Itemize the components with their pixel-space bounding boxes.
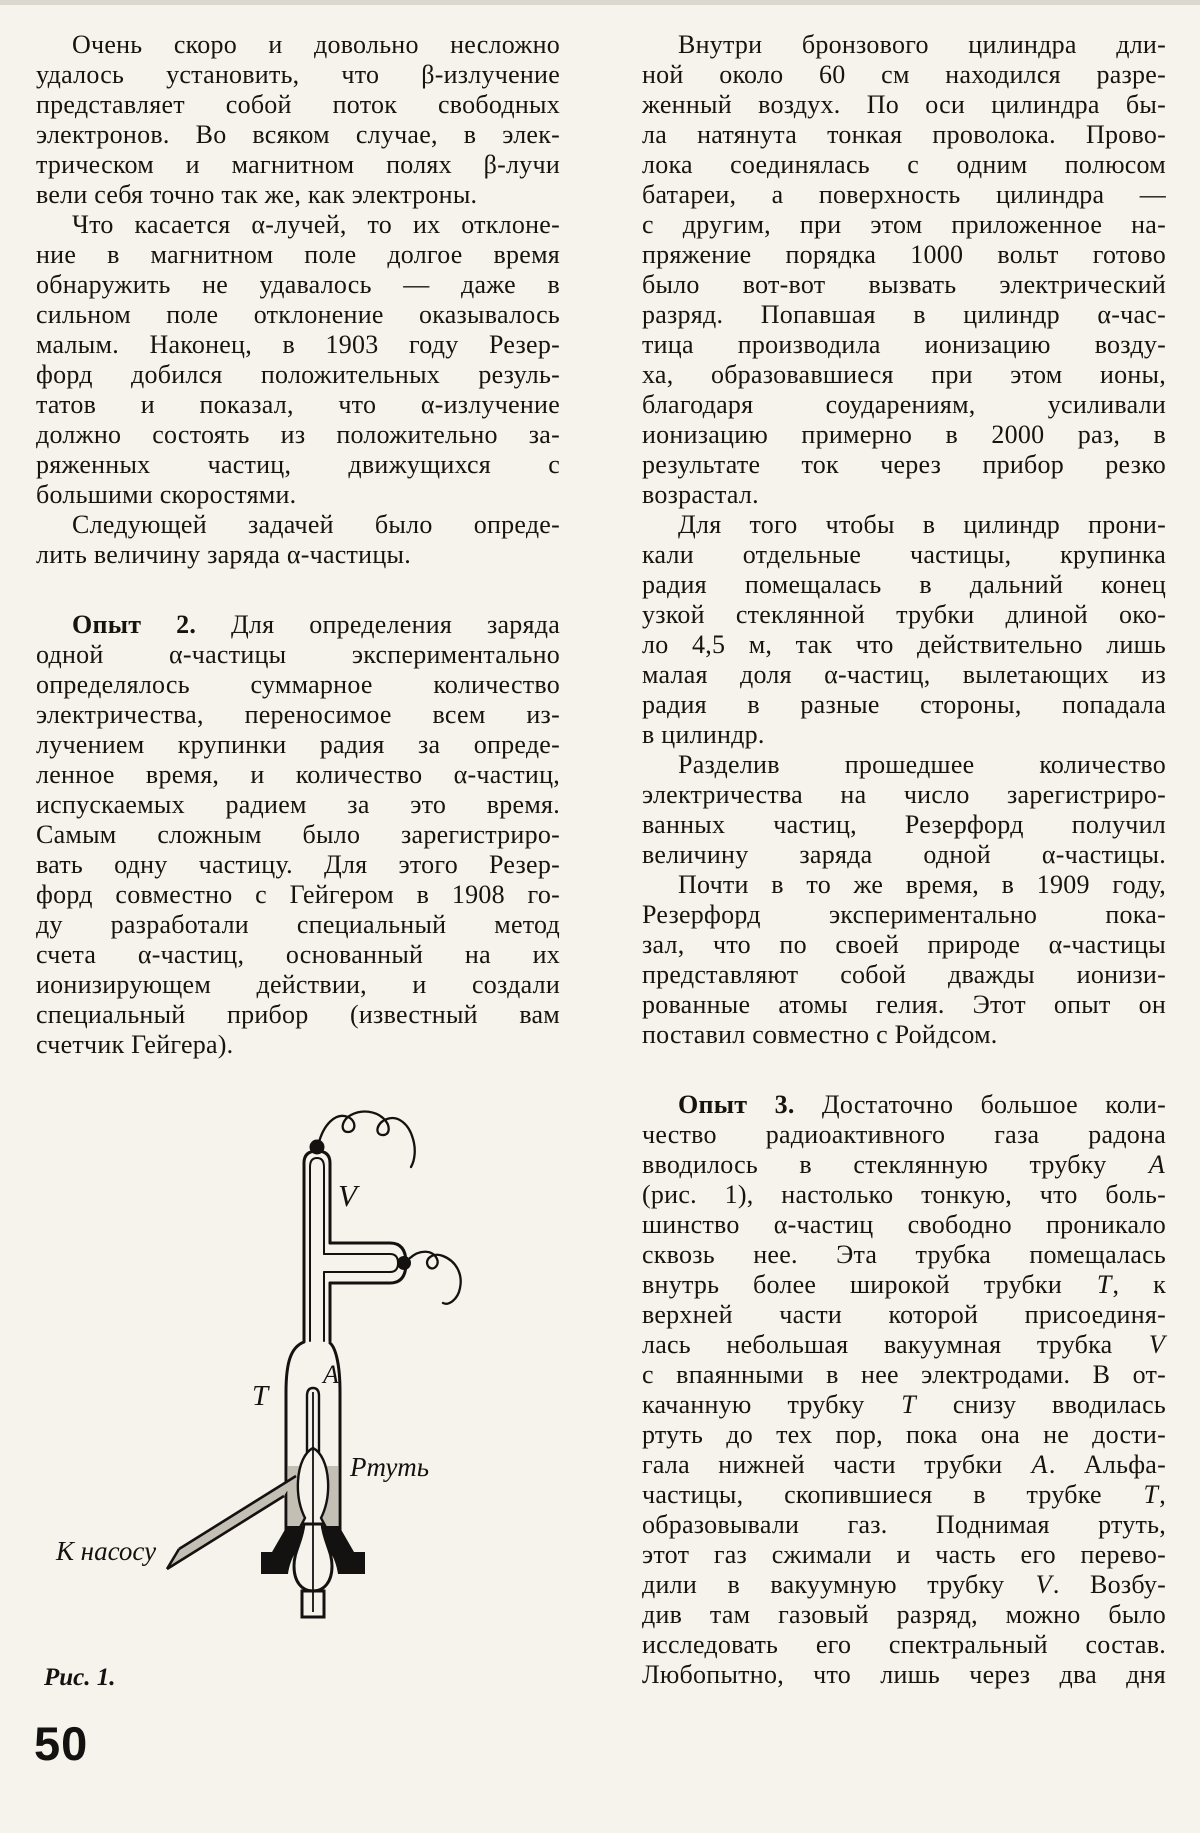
text-line: с другим, при этом приложенное на- — [642, 210, 1166, 239]
text-line: ла натянута тонкая проволока. Прово- — [642, 120, 1166, 149]
text-line: поставил совместно с Ройдсом. — [642, 1020, 998, 1049]
scan-edge — [0, 0, 1200, 5]
column-right — [642, 30, 1166, 1690]
text-line: ванных частиц, Резерфорд получил — [642, 810, 1166, 839]
text-line: ртуть до тех пор, пока она не дости- — [642, 1420, 1166, 1449]
text-line: малая доля α-частиц, вылетающих из — [642, 660, 1166, 689]
text-line: величину заряда одной α-частицы. — [642, 840, 1166, 869]
text-line: дили в вакуумную трубку V. Возбу- — [642, 1570, 1166, 1599]
text-line: тица производила ионизацию возду- — [642, 330, 1166, 359]
text-line: вать одну частицу. Для этого Резер- — [36, 850, 560, 879]
text-line: было вот-вот вызвать электрический — [642, 270, 1166, 299]
text-line: ной около 60 см находился разре- — [642, 60, 1166, 89]
text-line: Любопытно, что лишь через два дня — [642, 1660, 1166, 1689]
text-line: представляют собой дважды ионизи- — [642, 960, 1166, 989]
text-line: электричества, переносимое всем из- — [36, 700, 560, 729]
text-line: женный воздух. По оси цилиндра бы- — [642, 90, 1166, 119]
column-left — [36, 30, 560, 1060]
text-line: форд добился положительных резуль- — [36, 360, 560, 389]
figure-label-pump: К насосу — [56, 1536, 157, 1566]
text-line: Очень скоро и довольно несложно — [72, 30, 560, 59]
text-line: одной α-частицы экспериментально — [36, 640, 560, 669]
text-line: лась небольшая вакуумная трубка V — [642, 1330, 1165, 1359]
text-line: Почти в то же время, в 1909 году, — [678, 870, 1166, 899]
text-line: верхней части которой присоединя- — [642, 1300, 1166, 1329]
text-line: див там газовый разряд, можно было — [642, 1600, 1166, 1629]
paragraph — [36, 30, 560, 210]
text-line: этот газ сжимали и часть его перево- — [642, 1540, 1166, 1569]
text-line: счета α-частиц, основанный на их — [36, 940, 560, 969]
text-line: радия помещалась в дальний конец — [642, 570, 1166, 599]
text-line: татов и показал, что α-излучение — [36, 390, 560, 419]
text-line: Что касается α-лучей, то их отклоне- — [72, 210, 560, 239]
text-line: Внутри бронзового цилиндра дли- — [678, 30, 1166, 59]
text-line: Резерфорд экспериментально пока- — [642, 900, 1166, 929]
electrode-dot-side — [397, 1256, 411, 1270]
text-line: представляет собой поток свободных — [36, 90, 560, 119]
text-line: благодаря соударениям, усиливали — [642, 390, 1166, 419]
text-line: пряжение порядка 1000 вольт готово — [642, 240, 1166, 269]
paragraph — [642, 510, 1166, 750]
text-line: обнаружить не удавалось — даже в — [36, 270, 560, 299]
figure-apparatus — [0, 1080, 560, 1680]
text-line: удалось установить, что β-излучение — [36, 60, 560, 89]
text-line: Для того чтобы в цилиндр прони- — [678, 510, 1166, 539]
text-line: специальный прибор (известный вам — [36, 1000, 560, 1029]
text-line: узкой стеклянной трубки длиной око- — [642, 600, 1166, 629]
text-line: ду разработали специальный метод — [36, 910, 560, 939]
text-line: зал, что по своей природе α-частицы — [642, 930, 1166, 959]
text-line: электричества на число зарегистриро- — [642, 780, 1166, 809]
paragraph — [36, 510, 560, 570]
text-line: ленное время, и количество α-частиц, — [36, 760, 560, 789]
text-line: испускаемых радием за это время. — [36, 790, 560, 819]
electrode-dot-top — [310, 1140, 325, 1155]
text-line: большими скоростями. — [36, 480, 297, 509]
text-line: Самым сложным было зарегистриро- — [36, 820, 560, 849]
text-line: гала нижней части трубки A. Альфа- — [642, 1450, 1166, 1479]
text-line: кали отдельные частицы, крупинка — [642, 540, 1166, 569]
text-line: Следующей задачей было опреде- — [72, 510, 560, 539]
text-line: сквозь нее. Эта трубка помещалась — [642, 1240, 1166, 1269]
paragraph — [642, 1090, 1166, 1690]
text-line: рованные атомы гелия. Этот опыт он — [642, 990, 1166, 1019]
figure-caption: Рис. 1. — [44, 1664, 116, 1691]
tube-branch-inner — [324, 1254, 398, 1272]
text-line: малым. Наконец, в 1903 году Резер- — [36, 330, 560, 359]
tube-branch-outer — [330, 1243, 406, 1283]
text-line: чество радиоактивного газа радона — [642, 1120, 1166, 1149]
text-line: вели себя точно так же, как электроны. — [36, 180, 478, 209]
text-line: трическом и магнитном полях β-лучи — [36, 150, 560, 179]
text-line: образовывали газ. Поднимая ртуть, — [642, 1510, 1166, 1539]
wire-top — [318, 1112, 415, 1167]
text-line: ха, образовавшиеся при этом ионы, — [642, 360, 1166, 389]
text-line: форд совместно с Гейгером в 1908 го- — [36, 880, 560, 909]
text-line: сильном поле отклонение оказывалось — [36, 300, 560, 329]
paragraph — [36, 610, 560, 1060]
text-line: возрастал. — [642, 480, 759, 509]
text-line: счетчик Гейгера). — [36, 1030, 234, 1059]
text-line: лить величину заряда α-частицы. — [36, 540, 411, 569]
figure-label-a: A — [323, 1360, 339, 1389]
wire-side — [410, 1252, 461, 1304]
text-line: определялось суммарное количество — [36, 670, 560, 699]
text-line: Разделив прошедшее количество — [678, 750, 1166, 779]
text-line: разряд. Попавшая в цилиндр α-час- — [642, 300, 1166, 329]
text-line: внутрь более широкой трубки T, к — [642, 1270, 1166, 1299]
text-line: вводилось в стеклянную трубку A — [642, 1150, 1165, 1179]
text-line: (рис. 1), настолько тонкую, что боль- — [642, 1180, 1166, 1209]
tube-v-outer — [304, 1151, 330, 1341]
paragraph — [642, 30, 1166, 510]
paragraph — [642, 870, 1166, 1050]
text-line: электронов. Во всяком случае, в элек- — [36, 120, 560, 149]
text-line: батареи, а поверхность цилиндра — — [642, 180, 1166, 209]
paragraph — [36, 210, 560, 510]
page-number: 50 — [34, 1717, 89, 1770]
text-line: радия в разные стороны, попадала — [642, 690, 1166, 719]
text-line: в цилиндр. — [642, 720, 765, 749]
text-line: шинство α-частиц свободно проникало — [642, 1210, 1166, 1239]
text-line: с впаянными в нее электродами. В от- — [642, 1360, 1166, 1389]
figure-label-mercury: Ртуть — [350, 1452, 430, 1482]
text-line: ионизацию примерно в 2000 раз, в — [642, 420, 1166, 449]
text-line: Опыт 3. Достаточно большое коли- — [678, 1090, 1166, 1119]
figure-label-t: T — [252, 1380, 269, 1412]
text-line: ионизирующем действии, и создали — [36, 970, 560, 999]
text-line: ло 4,5 м, так что действительно лишь — [642, 630, 1166, 659]
text-line: результате ток через прибор резко — [642, 450, 1166, 479]
text-line: лучением крупинки радия за опреде- — [36, 730, 560, 759]
text-line: лока соединялась с одним полюсом — [642, 150, 1166, 179]
text-line: ние в магнитном поле долгое время — [36, 240, 560, 269]
figure-label-v: V — [338, 1178, 357, 1213]
text-line: частицы, скопившиеся в трубке T, — [642, 1480, 1166, 1509]
text-line: должно состоять из положительно за- — [36, 420, 560, 449]
text-line: качанную трубку T снизу вводилась — [642, 1390, 1166, 1419]
tube-v-inner — [310, 1158, 324, 1341]
text-line: исследовать его спектральный состав. — [642, 1630, 1166, 1659]
text-line: Опыт 2. Для определения заряда — [72, 610, 560, 639]
paragraph — [642, 750, 1166, 870]
text-line: ряженных частиц, движущихся с — [36, 450, 560, 479]
